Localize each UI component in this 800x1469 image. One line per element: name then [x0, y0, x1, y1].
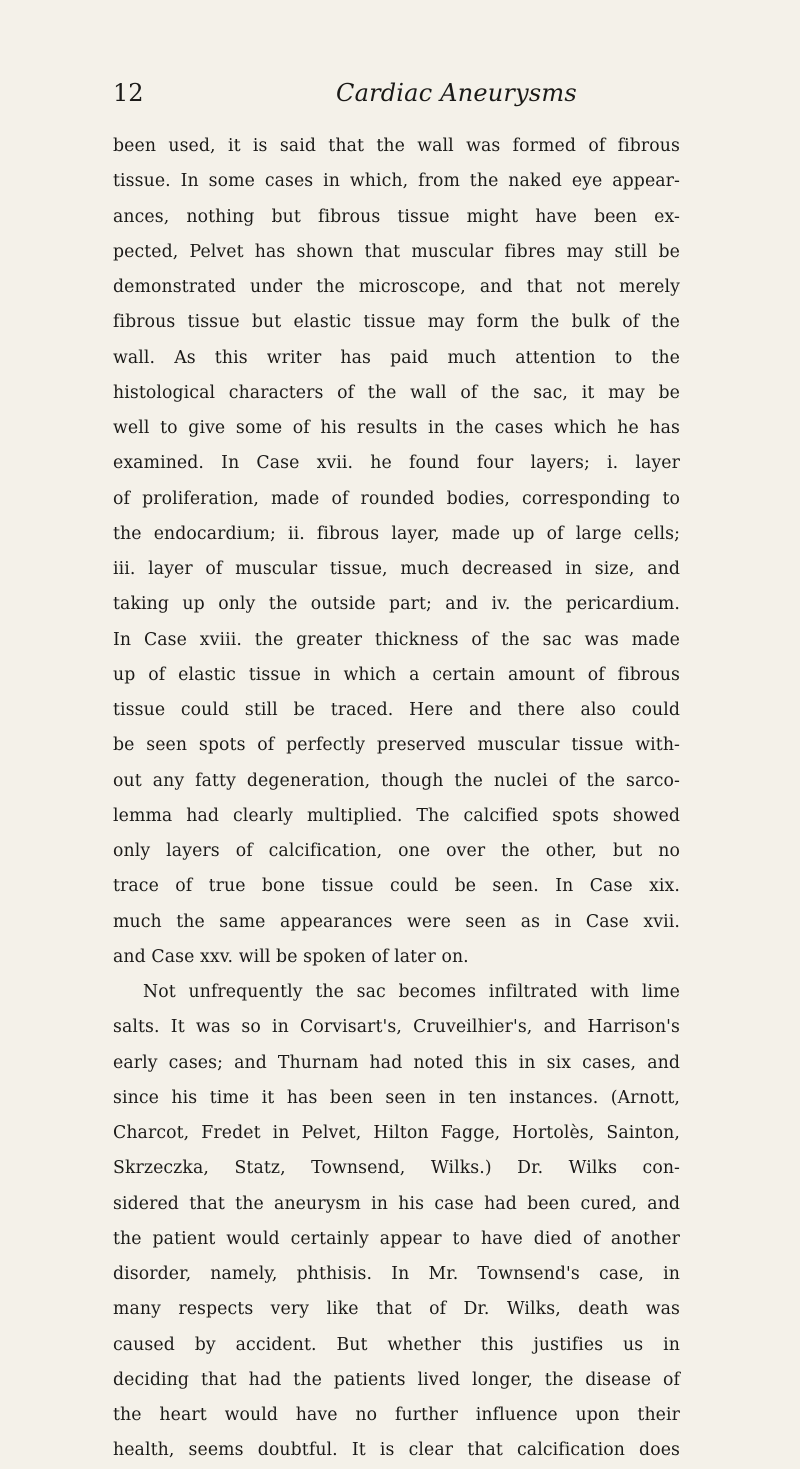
text-line: be seen spots of perfectly preserved muscular tissue with-: [113, 735, 680, 756]
text-line: wall. As this writer has paid much attention to the: [113, 347, 680, 368]
text-line: Skrzeczka, Statz, Townsend, Wilks.) Dr. Wilks con-: [113, 1158, 680, 1179]
text-line: much the same appearances were seen as in Case xvii.: [113, 911, 680, 932]
text-line: deciding that had the patients lived longer, the disease of: [113, 1369, 680, 1390]
text-line: the heart would have no further influence upon their: [113, 1405, 680, 1425]
text-line: early cases; and Thurnam had noted this in six cases, and: [113, 1052, 680, 1073]
text-line: the patient would certainly appear to have died of another: [113, 1228, 680, 1249]
text-line: Charcot, Fredet in Pelvet, Hilton Fagge, Hortolès, Sainton,: [113, 1123, 680, 1143]
text-line: disorder, namely, phthisis. In Mr. Townsend's case, in: [113, 1264, 680, 1284]
text-line: up of elastic tissue in which a certain amount of fibrous: [113, 664, 680, 685]
running-title: Cardiac Aneurysms: [336, 79, 577, 107]
text-line: histological characters of the wall of the sac, it may be: [113, 382, 680, 403]
text-line: demonstrated under the microscope, and that not merely: [113, 277, 680, 297]
text-line: salts. It was so in Corvisart's, Cruveilhier's, and Harrison's: [113, 1017, 680, 1038]
text-line: the endocardium; ii. fibrous layer, made up of large cells;: [113, 523, 680, 544]
text-line: ances, nothing but fibrous tissue might have been ex-: [113, 206, 680, 227]
text-line: only layers of calcification, one over the other, but no: [113, 841, 680, 861]
text-line: trace of true bone tissue could be seen. In Case xix.: [113, 876, 680, 897]
text-line: sidered that the aneurysm in his case had been cured, and: [113, 1193, 680, 1214]
text-line: of proliferation, made of rounded bodies, corresponding to: [113, 488, 680, 509]
running-head: [113, 76, 673, 110]
text-line: tissue could still be traced. Here and there also could: [113, 700, 680, 720]
text-line: been used, it is said that the wall was formed of fibrous: [113, 136, 680, 156]
text-line: examined. In Case xvii. he found four layers; i. layer: [113, 453, 680, 474]
text-line: many respects very like that of Dr. Wilks, death was: [113, 1299, 680, 1320]
page-number: 12: [113, 79, 144, 107]
paragraph-start-line: Not unfrequently the sac becomes infiltrated with lime: [143, 982, 680, 1002]
text-line: lemma had clearly multiplied. The calcified spots showed: [113, 805, 680, 826]
text-line: pected, Pelvet has shown that muscular fibres may still be: [113, 241, 680, 262]
body-text: [113, 129, 680, 1469]
text-line: tissue. In some cases in which, from the naked eye appear-: [113, 171, 680, 192]
text-line: well to give some of his results in the cases which he has: [113, 418, 680, 438]
text-line: taking up only the outside part; and iv. the pericardium.: [113, 594, 680, 615]
text-line: In Case xviii. the greater thickness of the sac was made: [113, 629, 680, 650]
text-line: fibrous tissue but elastic tissue may form the bulk of the: [113, 312, 680, 333]
text-line: and Case xxv. will be spoken of later on.: [113, 946, 469, 967]
text-line: health, seems doubtful. It is clear that calcification does: [113, 1440, 680, 1461]
text-line: since his time it has been seen in ten instances. (Arnott,: [113, 1087, 680, 1108]
text-line: out any fatty degeneration, though the nuclei of the sarco-: [113, 770, 680, 791]
text-line: caused by accident. But whether this justifies us in: [113, 1334, 680, 1355]
text-line: iii. layer of muscular tissue, much decreased in size, and: [113, 559, 680, 579]
